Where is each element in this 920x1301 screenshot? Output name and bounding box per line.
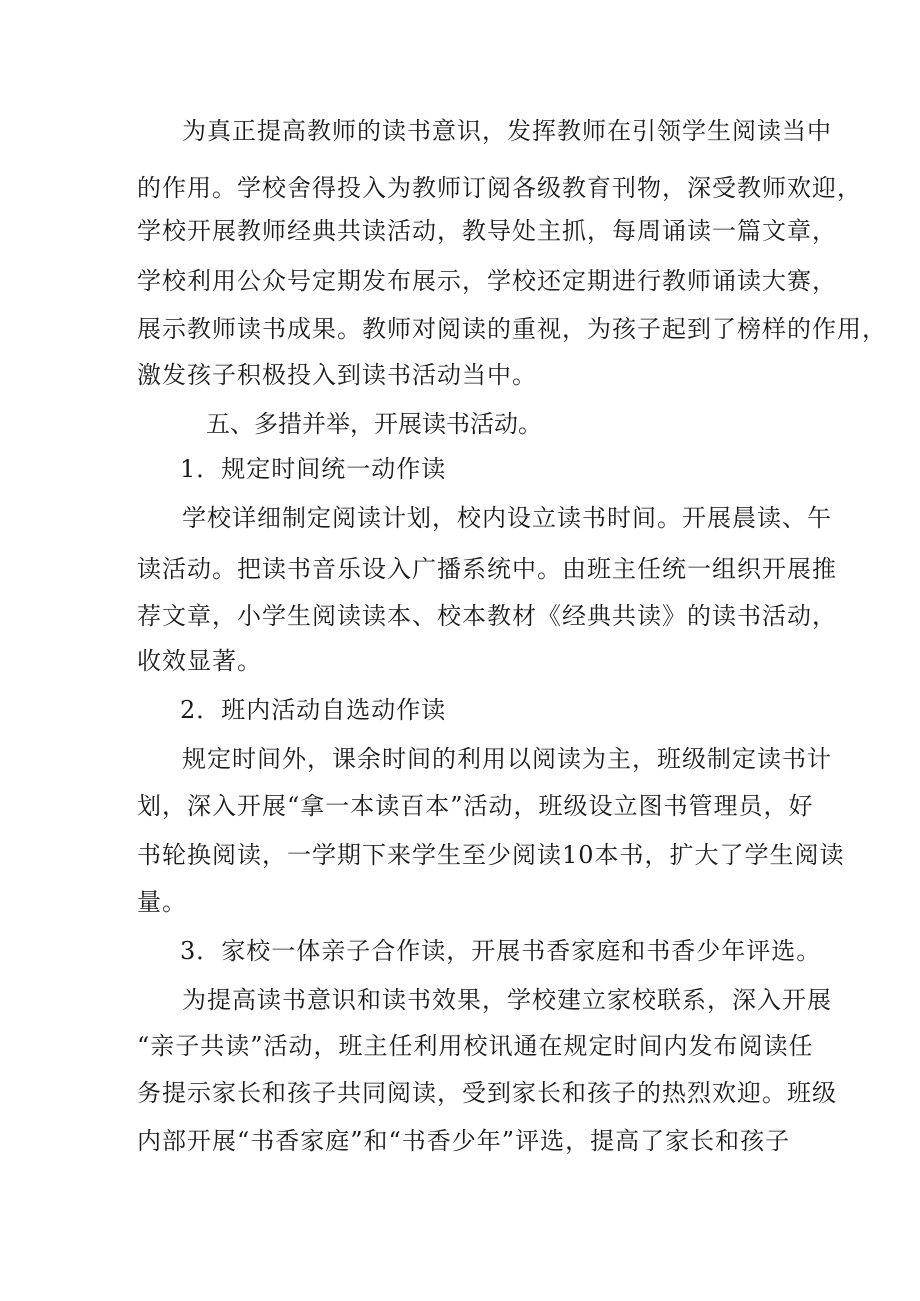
paragraph-line: 务提示家长和孩子共同阅读，受到家长和孩子的热烈欢迎。班级 (137, 1079, 837, 1107)
paragraph-line: 书轮换阅读，一学期下来学生至少阅读10本书，扩大了学生阅读 (137, 841, 845, 869)
subsection-title: 3．家校一体亲子合作读，开展书香家庭和书香少年评选。 (180, 937, 822, 965)
paragraph-line: 展示教师读书成果。教师对阅读的重视，为孩子起到了榜样的作用， (137, 315, 887, 343)
subsection-title: 1．规定时间统一动作读 (180, 455, 447, 483)
paragraph-line: 学校利用公众号定期发布展示，学校还定期进行教师诵读大赛， (137, 267, 837, 295)
paragraph-line: 收效显著。 (137, 647, 262, 675)
paragraph-line: 学校详细制定阅读计划，校内设立读书时间。开展晨读、午 (182, 504, 832, 532)
paragraph-line: 为真正提高教师的读书意识，发挥教师在引领学生阅读当中 (182, 117, 832, 145)
paragraph-line: 规定时间外，课余时间的利用以阅读为主，班级制定读书计 (182, 745, 832, 773)
paragraph-line: 为提高读书意识和读书效果，学校建立家校联系，深入开展 (182, 986, 832, 1014)
paragraph-line: 激发孩子积极投入到读书活动当中。 (137, 361, 537, 389)
paragraph-line: 的作用。学校舍得投入为教师订阅各级教育刊物，深受教师欢迎， (137, 174, 862, 202)
paragraph-line: 荐文章，小学生阅读读本、校本教材《经典共读》的读书活动， (137, 602, 837, 630)
paragraph-line: “亲子共读”活动，班主任利用校讯通在规定时间内发布阅读任 (137, 1032, 814, 1060)
section-heading: 五、多措并举，开展读书活动。 (206, 410, 542, 438)
paragraph-line: 学校开展教师经典共读活动，教导处主抓，每周诵读一篇文章， (137, 217, 837, 245)
paragraph-line: 内部开展“书香家庭”和“书香少年”评选，提高了家长和孩子 (137, 1127, 791, 1155)
paragraph-line: 读活动。把读书音乐设入广播系统中。由班主任统一组织开展推 (137, 555, 837, 583)
subsection-title: 2．班内活动自选动作读 (180, 696, 447, 724)
paragraph-line: 量。 (137, 888, 187, 916)
paragraph-line: 划，深入开展“拿一本读百本”活动，班级设立图书管理员，好 (137, 792, 814, 820)
